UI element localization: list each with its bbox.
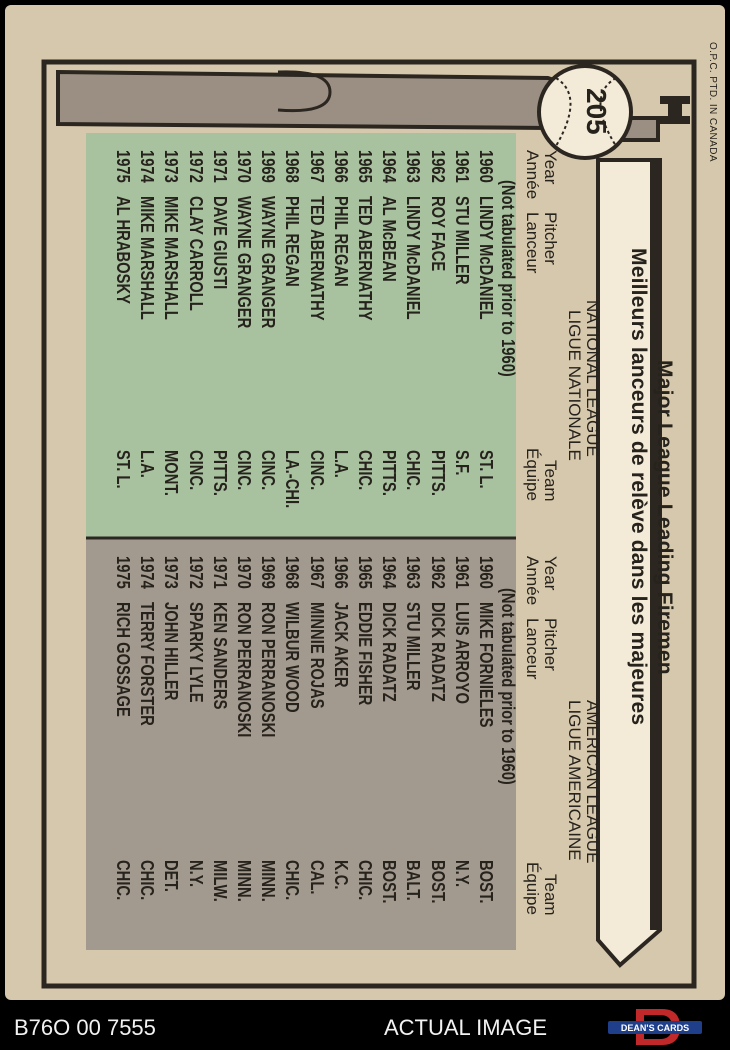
american-row-year: 1969 (258, 556, 278, 589)
national-row-year: 1965 (355, 150, 375, 183)
american-row-pitcher: MIKE FORNIELES (476, 602, 496, 728)
national-row-pitcher: TED ABERNATHY (307, 196, 327, 321)
national-row-year: 1963 (403, 150, 423, 183)
national-row-team: PITTS. (428, 450, 448, 496)
american-row-year: 1967 (307, 556, 327, 589)
american-row-year: 1970 (234, 556, 254, 589)
national-row-pitcher: AL McBEAN (379, 196, 399, 282)
national-row-team: S.F. (452, 450, 472, 476)
card-number: 205 (581, 88, 612, 135)
national-row-year: 1960 (476, 150, 496, 183)
american-row-pitcher: DICK RADATZ (428, 602, 448, 702)
actual-image-label: ACTUAL IMAGE (384, 1015, 547, 1040)
national-row-pitcher: ROY FACE (428, 196, 448, 272)
national-row-year: 1974 (137, 150, 157, 183)
nl-pitcher-header: Pitcher (541, 212, 560, 265)
american-row-year: 1972 (186, 556, 206, 589)
american-row-team: MILW. (210, 860, 230, 902)
american-row-pitcher: KEN SANDERS (210, 602, 230, 710)
nl-league-name: NATIONAL LEAGUE (583, 300, 602, 457)
national-row-year: 1964 (379, 150, 399, 183)
american-row-pitcher: JOHN HILLER (161, 602, 181, 701)
american-row-year: 1968 (282, 556, 302, 589)
national-row-year: 1961 (452, 150, 472, 183)
al-league-name: AMERICAN LEAGUE (583, 700, 602, 864)
al-year-header: Year (541, 556, 560, 591)
nl-year-header-fr: Année (523, 150, 542, 200)
national-row-team: CINC. (258, 450, 278, 491)
national-row-year: 1971 (210, 150, 230, 183)
american-row-team: CAL. (307, 860, 327, 895)
printer-note: O.P.C. PTD. IN CANADA (707, 42, 718, 162)
national-row-pitcher: PHIL REGAN (282, 196, 302, 287)
nl-league-name-fr: LIGUE NATIONALE (565, 310, 584, 461)
national-row-pitcher: MIKE MARSHALL (137, 196, 157, 320)
american-row-team: CHIC. (282, 860, 302, 901)
al-pitcher-header: Pitcher (541, 618, 560, 671)
american-row-team: BOST. (428, 860, 448, 904)
american-row-year: 1961 (452, 556, 472, 589)
american-row-team: K.C. (331, 860, 351, 890)
nl-team-header-fr: Équipe (523, 448, 542, 501)
american-row-year: 1962 (428, 556, 448, 589)
national-row-team: L.A. (137, 450, 157, 478)
national-row-year: 1966 (331, 150, 351, 183)
american-row-team: N.Y. (452, 860, 472, 888)
american-row-team: CHIC. (113, 860, 133, 901)
american-row-pitcher: MINNIE ROJAS (307, 602, 327, 709)
national-row-pitcher: TED ABERNATHY (355, 196, 375, 321)
american-row-team: BALT. (403, 860, 423, 901)
american-row-year: 1971 (210, 556, 230, 589)
national-row-team: CINC. (186, 450, 206, 491)
american-row-pitcher: TERRY FORSTER (137, 602, 157, 726)
national-row-team: MONT. (161, 450, 181, 496)
american-row-year: 1966 (331, 556, 351, 589)
american-row-team: DET. (161, 860, 181, 892)
american-row-pitcher: RICH GOSSAGE (113, 602, 133, 717)
american-row-year: 1973 (161, 556, 181, 589)
american-row-year: 1974 (137, 556, 157, 589)
al-league-name-fr: LIGUE AMERICAINE (565, 700, 584, 861)
al-team-header-fr: Équipe (523, 862, 542, 915)
national-row-year: 1962 (428, 150, 448, 183)
national-row-team: ST. L. (113, 450, 133, 489)
american-row-team: CHIC. (137, 860, 157, 901)
inventory-code: B76O 00 7555 (14, 1015, 156, 1040)
national-row-pitcher: MIKE MARSHALL (161, 196, 181, 320)
american-row-year: 1964 (379, 556, 399, 589)
national-row-year: 1967 (307, 150, 327, 183)
national-row-year: 1975 (113, 150, 133, 183)
american-row-year: 1963 (403, 556, 423, 589)
title-fr: Meilleurs lanceurs de relève dans les majeures (627, 248, 650, 726)
nl-year-header: Year (541, 150, 560, 185)
national-row-team: PITTS. (379, 450, 399, 496)
american-row-pitcher: EDDIE FISHER (355, 602, 375, 706)
american-row-pitcher: RON PERRANOSKI (234, 602, 254, 738)
national-row-year: 1968 (282, 150, 302, 183)
american-row-pitcher: DICK RADATZ (379, 602, 399, 702)
american-row-pitcher: RON PERRANOSKI (258, 602, 278, 738)
american-row-pitcher: LUIS ARROYO (452, 602, 472, 704)
national-row-pitcher: STU MILLER (452, 196, 472, 285)
american-row-year: 1965 (355, 556, 375, 589)
american-row-team: N.Y. (186, 860, 206, 888)
american-row-year: 1960 (476, 556, 496, 589)
title-en: Major League Leading Firemen (653, 360, 676, 675)
national-row-pitcher: WAYNE GRANGER (234, 196, 254, 329)
nl-team-header: Team (541, 460, 560, 502)
national-row-pitcher: WAYNE GRANGER (258, 196, 278, 329)
al-year-header-fr: Année (523, 556, 542, 606)
american-row-pitcher: SPARKY LYLE (186, 602, 206, 703)
national-row-pitcher: LINDY McDANIEL (403, 196, 423, 320)
al-team-header: Team (541, 874, 560, 916)
national-row-team: L.A. (331, 450, 351, 478)
national-row-year: 1969 (258, 150, 278, 183)
national-row-year: 1972 (186, 150, 206, 183)
american-row-pitcher: WILBUR WOOD (282, 602, 302, 713)
national-row-team: CHIC. (403, 450, 423, 491)
national-row-year: 1970 (234, 150, 254, 183)
national-row-pitcher: CLAY CARROLL (186, 196, 206, 311)
national-row-pitcher: AL HRABOSKY (113, 196, 133, 304)
national-row-pitcher: LINDY McDANIEL (476, 196, 496, 320)
national-row-team: ST. L. (476, 450, 496, 489)
al-pitcher-header-fr: Lanceur (523, 618, 542, 680)
american-row-pitcher: STU MILLER (403, 602, 423, 691)
national-row-pitcher: PHIL REGAN (331, 196, 351, 287)
american-row-team: MINN. (234, 860, 254, 902)
national-row-pitcher: DAVE GIUSTI (210, 196, 230, 290)
al-note: (Not tabulated prior to 1960) (498, 588, 518, 785)
american-row-team: BOST. (379, 860, 399, 904)
national-row-team: PITTS. (210, 450, 230, 496)
american-row-team: BOST. (476, 860, 496, 904)
national-row-team: CINC. (307, 450, 327, 491)
american-row-team: MINN. (258, 860, 278, 902)
national-row-team: LA.-CHI. (282, 450, 302, 509)
logo-text: DEAN'S CARDS (620, 1023, 690, 1033)
national-row-year: 1973 (161, 150, 181, 183)
american-row-pitcher: JACK AKER (331, 602, 351, 688)
nl-pitcher-header-fr: Lanceur (523, 212, 542, 274)
deans-cards-logo (606, 1007, 704, 1047)
american-row-team: CHIC. (355, 860, 375, 901)
american-row-year: 1975 (113, 556, 133, 589)
national-row-team: CINC. (234, 450, 254, 491)
nl-note: (Not tabulated prior to 1960) (498, 180, 518, 377)
national-row-team: CHIC. (355, 450, 375, 491)
